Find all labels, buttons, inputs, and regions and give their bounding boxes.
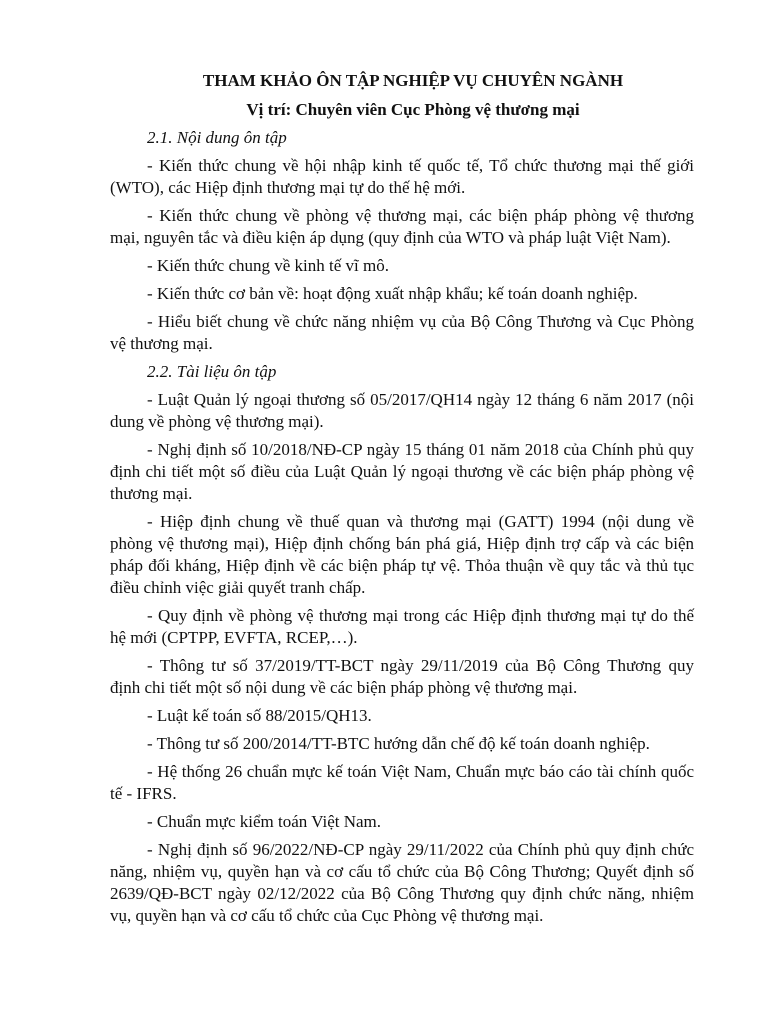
content-item: - Kiến thức chung về phòng vệ thương mại, các biện pháp phòng vệ thương mại, nguyên tắc và điều kiện áp dụng (quy định của WTO và pháp luật Việt Nam). [110,206,694,247]
material-item: - Thông tư số 37/2019/TT-BCT ngày 29/11/2019 của Bộ Công Thương quy định chi tiết một số nội dung về các biện pháp phòng vệ thương mại. [110,656,694,697]
document-subtitle: Vị trí: Chuyên viên Cục Phòng vệ thương mại [246,100,580,119]
content-item: - Kiến thức chung về hội nhập kinh tế quốc tế, Tổ chức thương mại thế giới (WTO), các Hiệp định thương mại tự do thế hệ mới. [110,156,694,197]
document-page [110,70,694,933]
content-item: - Hiểu biết chung về chức năng nhiệm vụ của Bộ Công Thương và Cục Phòng vệ thương mại. [110,312,694,353]
document-title: THAM KHẢO ÔN TẬP NGHIỆP VỤ CHUYÊN NGÀNH [202,71,624,90]
material-item: - Hiệp định chung về thuế quan và thương mại (GATT) 1994 (nội dung về phòng vệ thương mại), Hiệp định chống bán phá giá, Hiệp định trợ cấp và các biện pháp đối kháng, Hiệp định về các biện pháp tự vệ. Thỏa thuận về quy tắc và thủ tục điều chỉnh việc giải quyết tranh chấp. [110,512,694,597]
material-item: - Luật Quản lý ngoại thương số 05/2017/QH14 ngày 12 tháng 6 năm 2017 (nội dung về phòng vệ thương mại). [110,390,694,431]
material-item: - Nghị định số 96/2022/NĐ-CP ngày 29/11/2022 của Chính phủ quy định chức năng, nhiệm vụ, quyền hạn và cơ cấu tổ chức của Bộ Công Thương; Quyết định số 2639/QĐ-BCT ngày 02/12/2022 của Bộ Công Thương quy định chức năng, nhiệm vụ, quyền hạn và cơ cấu tổ chức của Cục Phòng vệ thương mại. [110,840,694,925]
section-heading-materials: 2.2. Tài liệu ôn tập [147,362,277,381]
material-item: - Nghị định số 10/2018/NĐ-CP ngày 15 tháng 01 năm 2018 của Chính phủ quy định chi tiết một số điều của Luật Quản lý ngoại thương về các biện pháp phòng vệ thương mại. [110,440,694,503]
material-item: - Luật kế toán số 88/2015/QH13. [147,706,372,725]
content-item: - Kiến thức chung về kinh tế vĩ mô. [147,256,389,275]
content-item: - Kiến thức cơ bản về: hoạt động xuất nhập khẩu; kế toán doanh nghiệp. [147,284,638,303]
section-heading-content: 2.1. Nội dung ôn tập [147,128,287,147]
material-item: - Thông tư số 200/2014/TT-BTC hướng dẫn chế độ kế toán doanh nghiệp. [147,734,650,753]
material-item: - Quy định về phòng vệ thương mại trong các Hiệp định thương mại tự do thế hệ mới (CPTPP, EVFTA, RCEP,…). [110,606,694,647]
material-item: - Chuẩn mực kiểm toán Việt Nam. [147,812,382,831]
material-item: - Hệ thống 26 chuẩn mực kế toán Việt Nam, Chuẩn mực báo cáo tài chính quốc tế - IFRS. [110,762,694,803]
